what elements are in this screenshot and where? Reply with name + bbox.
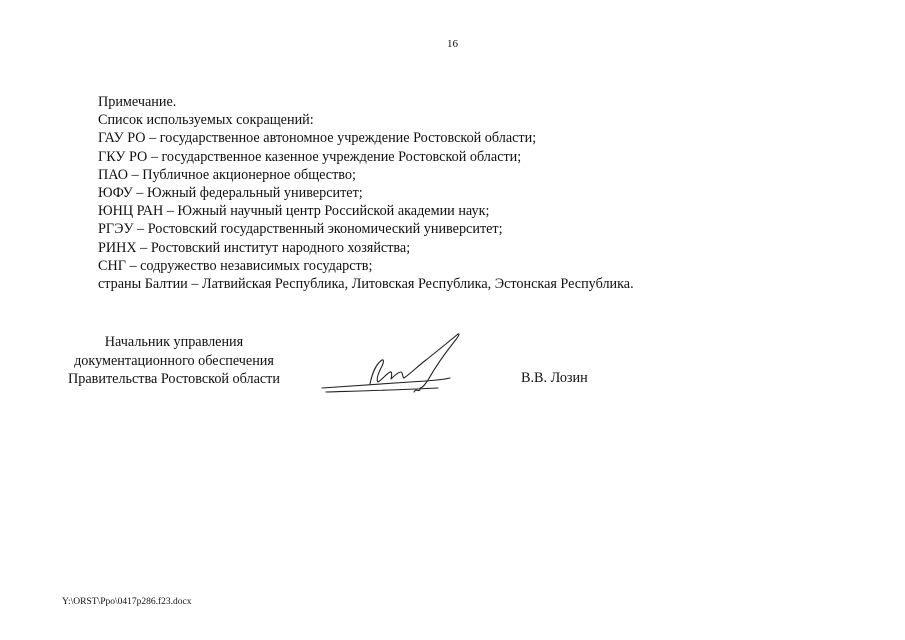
abbreviation-item: страны Балтии – Латвийская Республика, Литовская Республика, Эстонская Республика. bbox=[98, 276, 634, 293]
abbreviation-item: РИНХ – Ростовский институт народного хозяйства; bbox=[98, 239, 411, 256]
abbreviation-item: ПАО – Публичное акционерное общество; bbox=[98, 166, 356, 183]
page-number: 16 bbox=[447, 38, 458, 50]
abbreviation-item: ГКУ РО – государственное казенное учреждение Ростовской области; bbox=[98, 148, 522, 165]
handwritten-signature bbox=[318, 330, 478, 400]
abbreviation-item: ГАУ РО – государственное автономное учреждение Ростовской области; bbox=[98, 130, 537, 147]
note-heading: Примечание. bbox=[98, 94, 177, 110]
signatory-name: В.В. Лозин bbox=[521, 370, 588, 386]
abbreviation-item: СНГ – содружество независимых государств; bbox=[98, 257, 373, 274]
signatory-position bbox=[60, 333, 288, 389]
position-line: Начальник управления bbox=[104, 334, 244, 350]
position-line: документационного обеспечения bbox=[74, 352, 274, 369]
abbreviations-title: Список используемых сокращений: bbox=[98, 112, 314, 129]
document-file-path: Y:\ORST\Ppo\0417p286.f23.docx bbox=[62, 597, 192, 607]
abbreviation-item: ЮНЦ РАН – Южный научный центр Российской академии наук; bbox=[98, 203, 490, 220]
position-line: Правительства Ростовской области bbox=[68, 371, 280, 387]
abbreviation-item: РГЭУ – Ростовский государственный экономический университет; bbox=[98, 221, 503, 238]
abbreviation-item: ЮФУ – Южный федеральный университет; bbox=[98, 185, 363, 202]
note-block bbox=[98, 93, 634, 293]
